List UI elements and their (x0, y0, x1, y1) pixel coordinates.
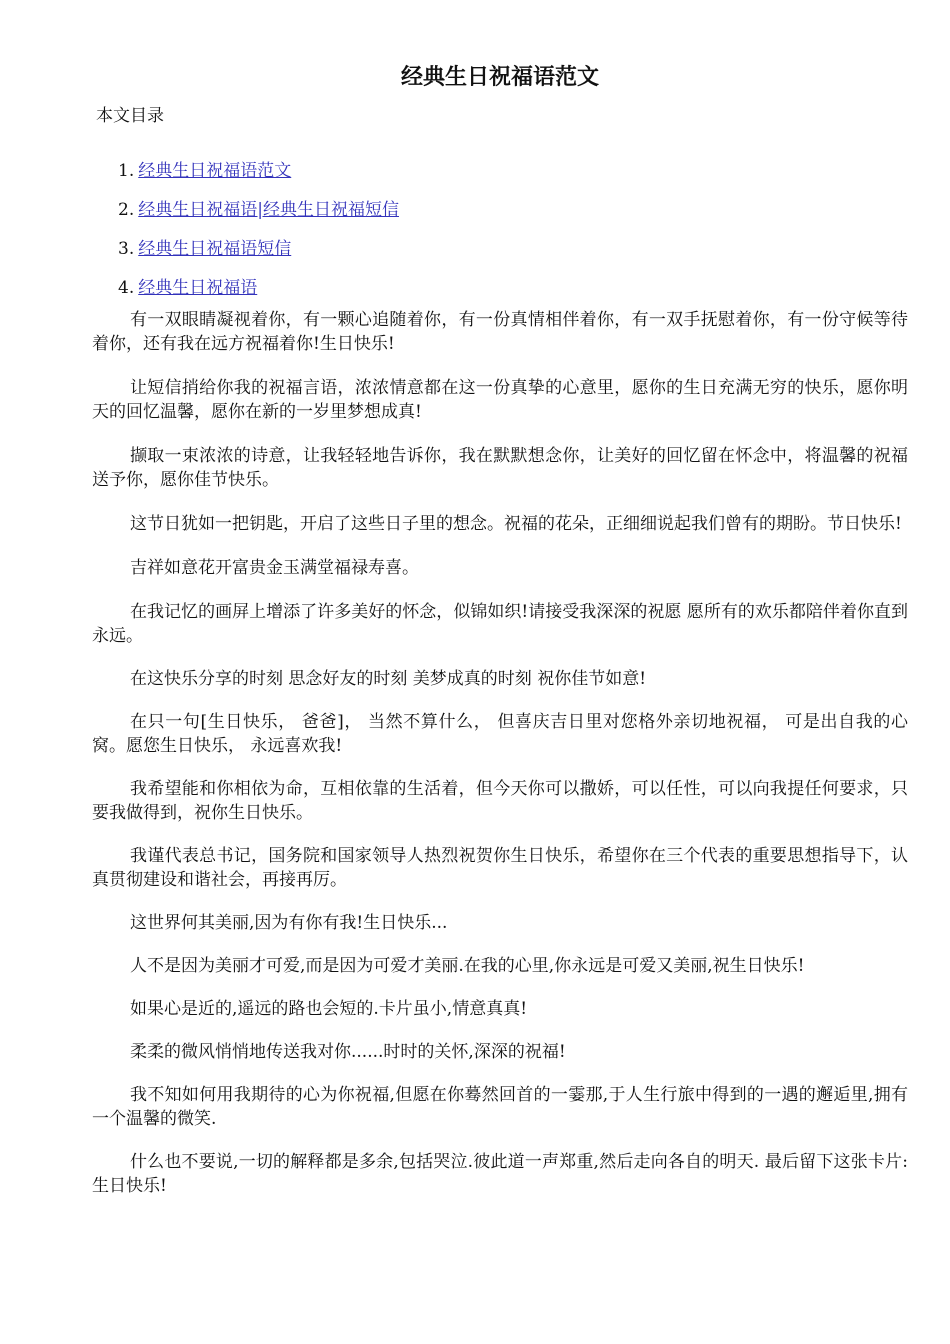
paragraph: 在只一句[生日快乐， 爸爸]， 当然不算什么， 但喜庆吉日里对您格外亲切地祝福， 可是出自我的心窝。愿您生日快乐， 永远喜欢我! (92, 712, 908, 756)
paragraph: 柔柔的微风悄悄地传送我对你......时时的关怀,深深的祝福! (130, 1042, 566, 1062)
paragraph: 有一双眼睛凝视着你，有一颗心追随着你，有一份真情相伴着你，有一双手抚慰着你，有一份守候等待着你，还有我在远方祝福着你!生日快乐! (92, 310, 908, 354)
paragraph: 什么也不要说,一切的解释都是多余,包括哭泣.彼此道一声郑重,然后走向各自的明天. 最后留下这张卡片:生日快乐! (92, 1152, 908, 1196)
page-title: 经典生日祝福语范文 (400, 64, 599, 90)
toc-item (118, 236, 399, 275)
paragraph: 在我记忆的画屏上增添了许多美好的怀念，似锦如织!请接受我深深的祝愿 愿所有的欢乐都陪伴着你直到永远。 (92, 602, 908, 646)
paragraph: 这节日犹如一把钥匙，开启了这些日子里的想念。祝福的花朵，正细细说起我们曾有的期盼。节日快乐! (130, 514, 902, 534)
toc-link[interactable]: 经典生日祝福语短信 (138, 239, 292, 259)
toc-item (118, 158, 399, 197)
table-of-contents (118, 158, 399, 314)
paragraph: 这世界何其美丽,因为有你有我!生日快乐... (130, 913, 448, 933)
article-body (92, 308, 908, 1217)
paragraph: 人不是因为美丽才可爱,而是因为可爱才美丽.在我的心里,你永远是可爱又美丽,祝生日快乐! (130, 956, 805, 976)
paragraph: 如果心是近的,遥远的路也会短的.卡片虽小,情意真真! (130, 999, 528, 1019)
paragraph: 我谨代表总书记，国务院和国家领导人热烈祝贺你生日快乐，希望你在三个代表的重要思想指导下，认真贯彻建设和谐社会，再接再厉。 (92, 846, 908, 890)
paragraph: 吉祥如意花开富贵金玉满堂福禄寿喜。 (130, 558, 419, 578)
toc-link[interactable]: 经典生日祝福语 (138, 278, 258, 298)
paragraph: 撷取一束浓浓的诗意，让我轻轻地告诉你，我在默默想念你，让美好的回忆留在怀念中，将温馨的祝福送予你，愿你佳节快乐。 (92, 446, 908, 490)
toc-link[interactable]: 经典生日祝福语|经典生日祝福短信 (138, 200, 399, 220)
toc-link[interactable]: 经典生日祝福语范文 (138, 161, 292, 181)
toc-number: 2. (118, 200, 135, 220)
paragraph: 我希望能和你相依为命，互相依靠的生活着，但今天你可以撒娇，可以任性，可以向我提任何要求，只要我做得到，祝你生日快乐。 (92, 779, 908, 823)
toc-number: 3. (118, 239, 135, 259)
paragraph: 我不知如何用我期待的心为你祝福,但愿在你蓦然回首的一霎那,于人生行旅中得到的一遇的邂逅里,拥有一个温馨的微笑. (92, 1085, 908, 1129)
toc-heading: 本文目录 (96, 106, 164, 126)
paragraph: 在这快乐分享的时刻 思念好友的时刻 美梦成真的时刻 祝你佳节如意! (130, 669, 647, 689)
paragraph: 让短信捎给你我的祝福言语，浓浓情意都在这一份真挚的心意里，愿你的生日充满无穷的快乐，愿你明天的回忆温馨，愿你在新的一岁里梦想成真! (92, 378, 908, 422)
toc-number: 4. (118, 278, 135, 298)
toc-number: 1. (118, 161, 135, 181)
toc-item (118, 197, 399, 236)
